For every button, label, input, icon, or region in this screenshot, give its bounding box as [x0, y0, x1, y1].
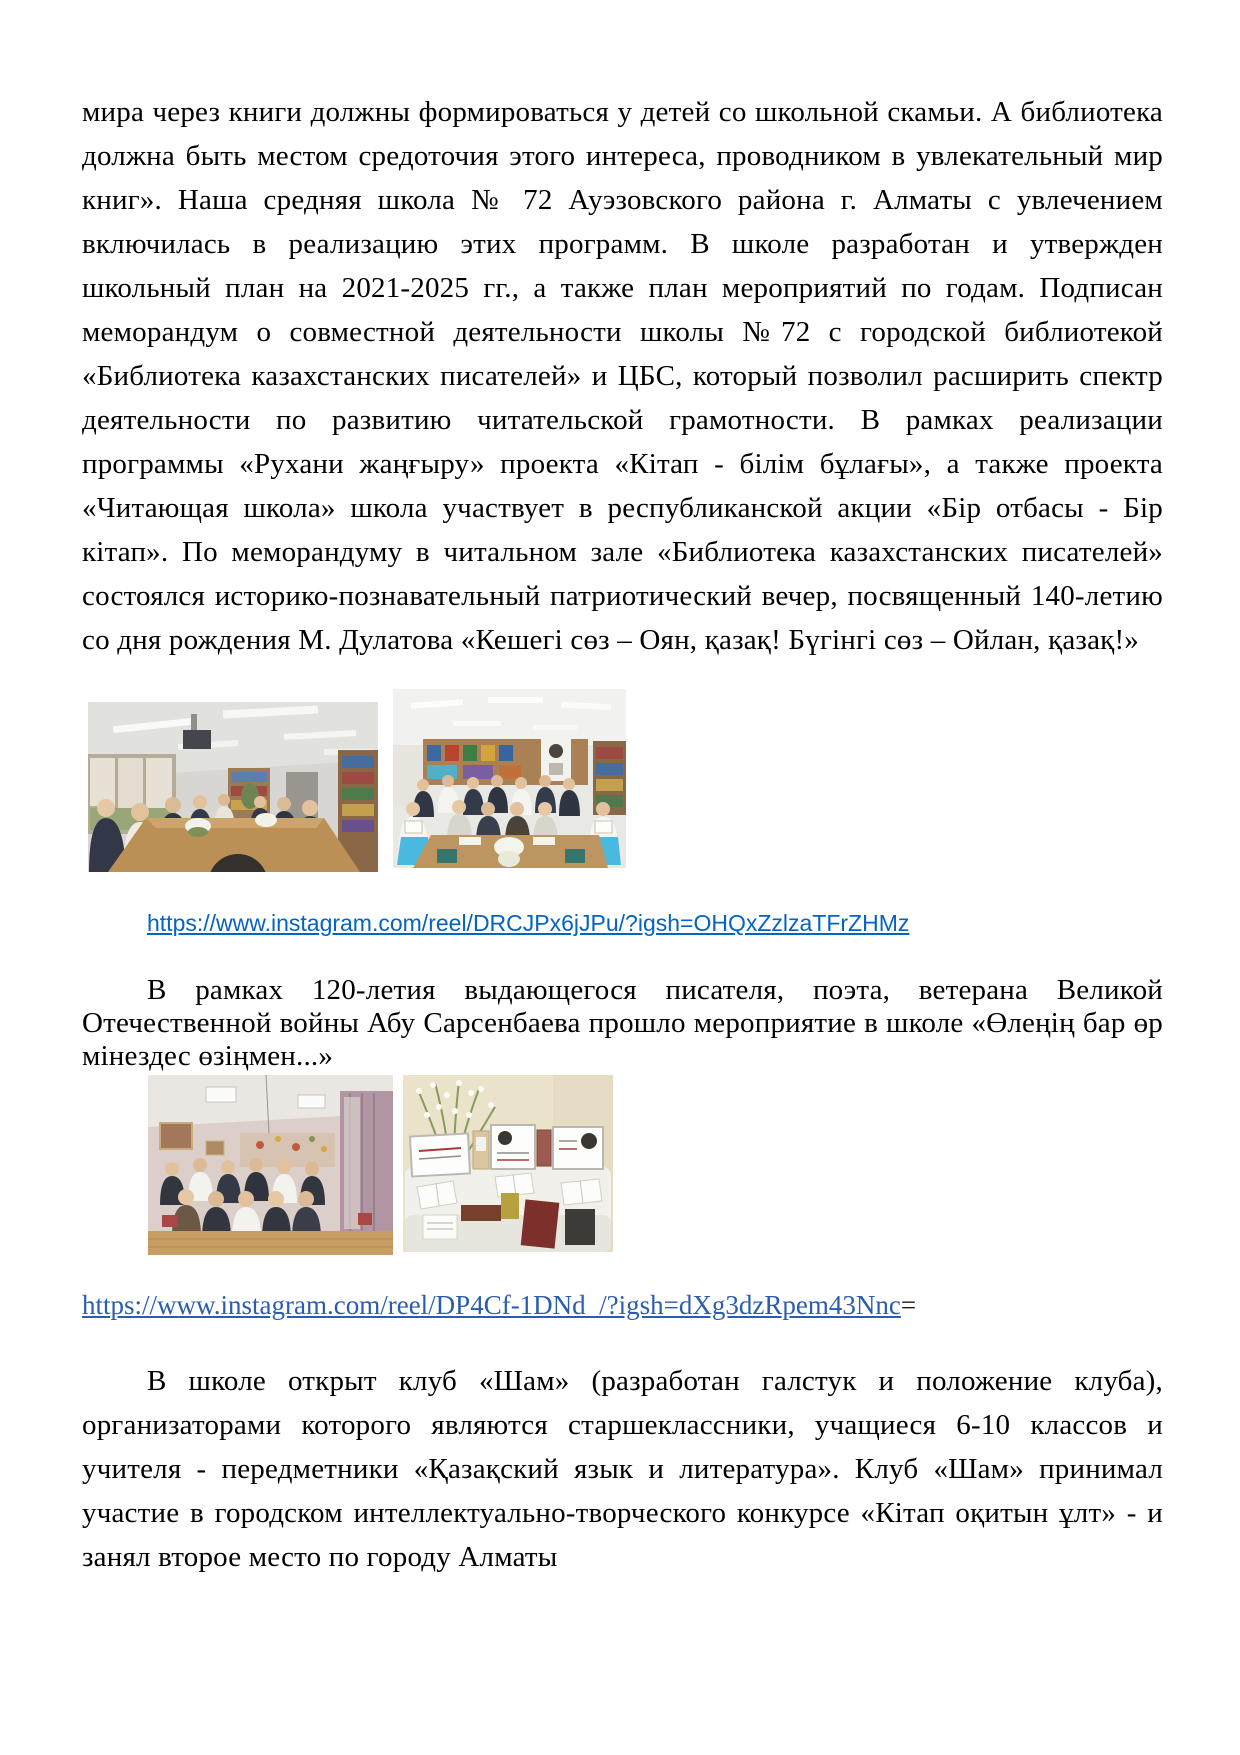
paragraph-sarsenbayev-event: В рамках 120-летия выдающегося писателя, поэта, ветерана Великой Отечественной войны Абу Сарсенбаева прошло мероприятие в школе «Өлеңің бар өр мінездес өзіңмен...» [82, 974, 1163, 1072]
photo-library-group-image [393, 689, 626, 868]
photo-book-exhibition [403, 1075, 613, 1252]
paragraph-sham-club: В школе открыт клуб «Шам» (разработан галстук и положение клуба), организаторами которого являются старшеклассники, учащиеся 6-10 классов и учителя - передметники «Қазақский язык и литература». Клуб «Шам» принимал участие в городском интеллектуально-творческого конкурсе «Кітап оқитын ұлт» - и занял второе место по городу Алматы [82, 1365, 1163, 1573]
photo-row-sarsenbayev-event [82, 1075, 1163, 1255]
photo-book-exhibition-image [403, 1075, 613, 1252]
photo-library-group-certificates [393, 689, 626, 868]
paragraph-school-program: мира через книги должны формироваться у детей со школьной скамьи. А библиотека должна быть местом средоточия этого интереса, проводником в увлекательный мир книг». Наша средняя школа № 72 Ауэзовского района г. Алматы с увлечением включилась в реализацию этих программ. В школе разработан и утвержден школьный план на 2021-2025 гг., а также план мероприятий по годам. Подписан меморандум о совместной деятельности школы №72 с городской библиотекой «Библиотека казахстанских писателей» и ЦБС, который позволил расширить спектр деятельности по развитию читательской грамотности. В рамках реализации программы «Рухани жаңғыру» проекта «Кітап - білім бұлағы», а также проекта «Читающая школа» школа участвует в республиканской акции «Бір отбасы - Бір кітап». По меморандуму в читальном зале «Библиотека казахстанских писателей» состоялся историко-познавательный патриотический вечер, посвященный 140-летию со дня рождения М. Дулатова «Кешегі сөз – Оян, қазақ! Бүгінгі сөз – Ойлан, қазақ!» [82, 96, 1163, 656]
photo-hall-group-image [148, 1075, 393, 1255]
instagram-link-2[interactable]: https://www.instagram.com/reel/DP4Cf-1DNd_/?igsh=dXg3dzRpem43Nnc [82, 1290, 901, 1320]
instagram-link-1[interactable]: https://www.instagram.com/reel/DRCJPx6jJPu/?igsh=OHQxZzlzaTFrZHMz [147, 910, 910, 936]
link-2-equals-suffix: = [900, 1290, 917, 1320]
photo-row-library-event [82, 688, 1163, 872]
photo-library-roundtable-image [88, 702, 378, 872]
photo-library-roundtable [88, 702, 378, 872]
instagram-link-2-line [82, 1287, 1163, 1323]
instagram-link-1-line [147, 908, 1163, 938]
photo-hall-group [148, 1075, 393, 1255]
page-content [82, 0, 1163, 1579]
